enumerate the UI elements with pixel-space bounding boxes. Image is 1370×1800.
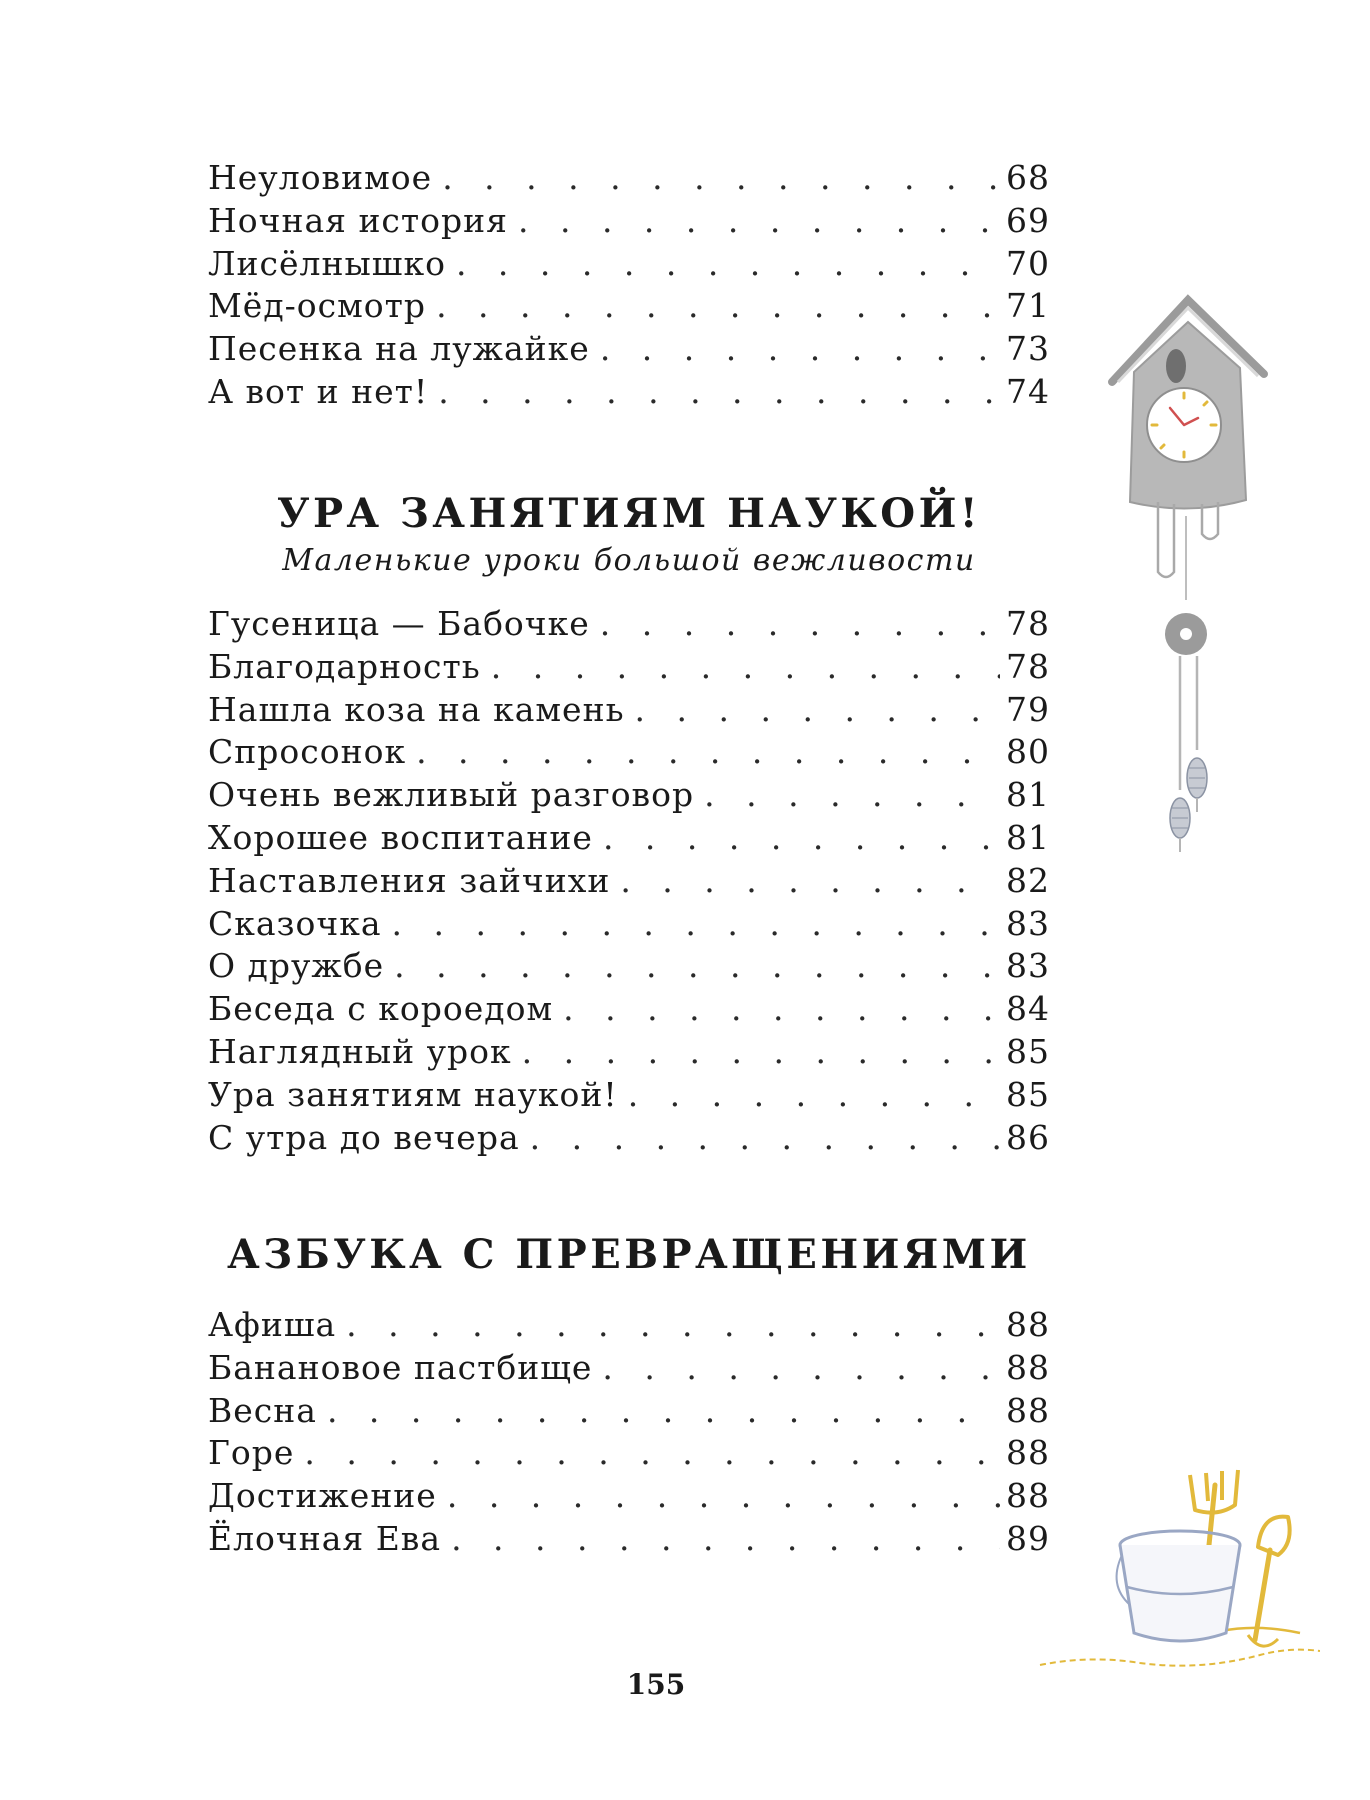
page-number: 155 bbox=[626, 1668, 686, 1701]
toc-entry bbox=[208, 329, 1050, 372]
toc-entry bbox=[208, 201, 1050, 244]
toc-dot-leader bbox=[456, 244, 1000, 283]
section-heading-science: УРА ЗАНЯТИЯМ НАУКОЙ! bbox=[277, 490, 981, 537]
toc-entry-title: Ночная история bbox=[208, 200, 508, 240]
toc-entry-title: Лисёлнышко bbox=[208, 243, 446, 283]
toc-entry-title: Наглядный урок bbox=[208, 1031, 512, 1071]
toc-entry bbox=[208, 1118, 1050, 1161]
toc-entry bbox=[208, 286, 1050, 329]
toc-entry bbox=[208, 1032, 1050, 1075]
toc-dot-leader bbox=[600, 329, 1000, 368]
toc-dot-leader bbox=[327, 1391, 1000, 1430]
toc-dot-leader bbox=[392, 904, 1000, 943]
toc-dot-leader bbox=[620, 861, 1000, 900]
toc-entry-page: 81 bbox=[1006, 775, 1050, 815]
toc-entry-title: Неуловимое bbox=[208, 158, 433, 197]
toc-section-1 bbox=[208, 158, 1050, 415]
toc-entry-page: 86 bbox=[1006, 1117, 1050, 1157]
toc-section-3 bbox=[208, 1305, 1050, 1562]
toc-entry-title: Песенка на лужайке bbox=[208, 329, 590, 369]
toc-entry-title: Хорошее воспитание bbox=[208, 817, 593, 857]
toc-entry bbox=[208, 904, 1050, 947]
toc-entry bbox=[208, 818, 1050, 861]
toc-dot-leader bbox=[436, 286, 1000, 325]
toc-entry-page: 69 bbox=[1006, 200, 1050, 240]
toc-entry bbox=[208, 1305, 1050, 1348]
toc-entry-title: Нашла коза на камень bbox=[208, 689, 625, 729]
toc-entry bbox=[208, 244, 1050, 287]
toc-entry-page: 70 bbox=[1006, 243, 1050, 283]
toc-dot-leader bbox=[416, 732, 1000, 771]
toc-entry-page: 68 bbox=[1006, 158, 1050, 197]
toc-dot-leader bbox=[602, 1348, 1000, 1387]
toc-dot-leader bbox=[438, 372, 1000, 411]
toc-entry-page: 89 bbox=[1006, 1518, 1050, 1558]
toc-entry-title: А вот и нет! bbox=[208, 371, 429, 411]
toc-entry-page: 88 bbox=[1006, 1390, 1050, 1430]
toc-dot-leader bbox=[600, 604, 1000, 643]
toc-entry-page: 74 bbox=[1006, 371, 1050, 411]
cuckoo-clock-icon bbox=[1100, 290, 1270, 870]
toc-dot-leader bbox=[628, 1075, 1000, 1114]
toc-entry bbox=[208, 604, 1050, 647]
toc-entry-page: 81 bbox=[1006, 817, 1050, 857]
toc-entry-title: Сказочка bbox=[208, 903, 382, 943]
toc-entry-title: Весна bbox=[208, 1390, 317, 1430]
section-subheading-politeness: Маленькие уроки большой вежливости bbox=[282, 543, 976, 578]
toc-entry-page: 85 bbox=[1006, 1031, 1050, 1071]
sand-bucket-icon bbox=[1030, 1455, 1320, 1675]
toc-dot-leader bbox=[304, 1433, 1000, 1472]
toc-entry bbox=[208, 647, 1050, 690]
toc-entry-page: 83 bbox=[1006, 946, 1050, 986]
toc-entry-page: 88 bbox=[1006, 1347, 1050, 1387]
toc-section-2 bbox=[208, 604, 1050, 1160]
toc-entry bbox=[208, 946, 1050, 989]
toc-entry-title: Очень вежливый разговор bbox=[208, 775, 695, 815]
toc-entry-page: 88 bbox=[1006, 1433, 1050, 1473]
toc-dot-leader bbox=[603, 818, 1000, 857]
toc-entry-title: Гусеница — Бабочке bbox=[208, 604, 590, 643]
toc-dot-leader bbox=[442, 158, 1000, 197]
toc-entry-page: 71 bbox=[1006, 286, 1050, 326]
toc-entry bbox=[208, 1433, 1050, 1476]
toc-entry bbox=[208, 1348, 1050, 1391]
toc-entry-title: Наставления зайчихи bbox=[208, 860, 611, 900]
toc-entry-page: 85 bbox=[1006, 1074, 1050, 1114]
toc-entry-title: Беседа с короедом bbox=[208, 989, 554, 1029]
toc-entry-page: 84 bbox=[1006, 989, 1050, 1029]
toc-dot-leader bbox=[522, 1032, 1000, 1071]
toc-entry-page: 73 bbox=[1006, 329, 1050, 369]
toc-entry bbox=[208, 732, 1050, 775]
toc-entry bbox=[208, 1391, 1050, 1434]
toc-entry-page: 78 bbox=[1006, 646, 1050, 686]
toc-entry bbox=[208, 989, 1050, 1032]
toc-dot-leader bbox=[635, 690, 1000, 729]
toc-dot-leader bbox=[518, 201, 1000, 240]
toc-entry-title: С утра до вечера bbox=[208, 1117, 520, 1157]
toc-entry bbox=[208, 372, 1050, 415]
toc-entry-title: Спросонок bbox=[208, 732, 407, 772]
toc-entry-page: 80 bbox=[1006, 732, 1050, 772]
toc-dot-leader bbox=[704, 775, 1000, 814]
section-heading-alphabet: АЗБУКА С ПРЕВРАЩЕНИЯМИ bbox=[227, 1231, 1031, 1278]
toc-dot-leader bbox=[346, 1305, 1000, 1344]
toc-entry-title: Банановое пастбище bbox=[208, 1347, 593, 1387]
toc-entry-page: 88 bbox=[1006, 1305, 1050, 1344]
toc-entry-page: 79 bbox=[1006, 689, 1050, 729]
toc-entry bbox=[208, 1075, 1050, 1118]
toc-dot-leader bbox=[530, 1118, 1000, 1157]
toc-entry-title: Ёлочная Ева bbox=[208, 1518, 442, 1558]
toc-dot-leader bbox=[563, 989, 1000, 1028]
toc-dot-leader bbox=[447, 1476, 1000, 1515]
toc-entry-title: О дружбе bbox=[208, 946, 385, 986]
toc-entry bbox=[208, 1476, 1050, 1519]
toc-dot-leader bbox=[451, 1519, 1000, 1558]
toc-entry-title: Горе bbox=[208, 1433, 295, 1473]
toc-dot-leader bbox=[394, 946, 1000, 985]
toc-entry-title: Мёд-осмотр bbox=[208, 286, 427, 326]
toc-entry-title: Благодарность bbox=[208, 646, 481, 686]
toc-entry bbox=[208, 861, 1050, 904]
toc-entry bbox=[208, 158, 1050, 201]
toc-entry-title: Достижение bbox=[208, 1476, 437, 1516]
toc-entry-page: 78 bbox=[1006, 604, 1050, 643]
toc-entry bbox=[208, 690, 1050, 733]
toc-entry-page: 83 bbox=[1006, 903, 1050, 943]
toc-dot-leader bbox=[491, 647, 1000, 686]
toc-entry bbox=[208, 1519, 1050, 1562]
toc-entry-page: 88 bbox=[1006, 1476, 1050, 1516]
toc-entry-page: 82 bbox=[1006, 860, 1050, 900]
toc-entry-title: Ура занятиям наукой! bbox=[208, 1074, 618, 1114]
toc-entry bbox=[208, 775, 1050, 818]
toc-entry-title: Афиша bbox=[208, 1305, 337, 1344]
